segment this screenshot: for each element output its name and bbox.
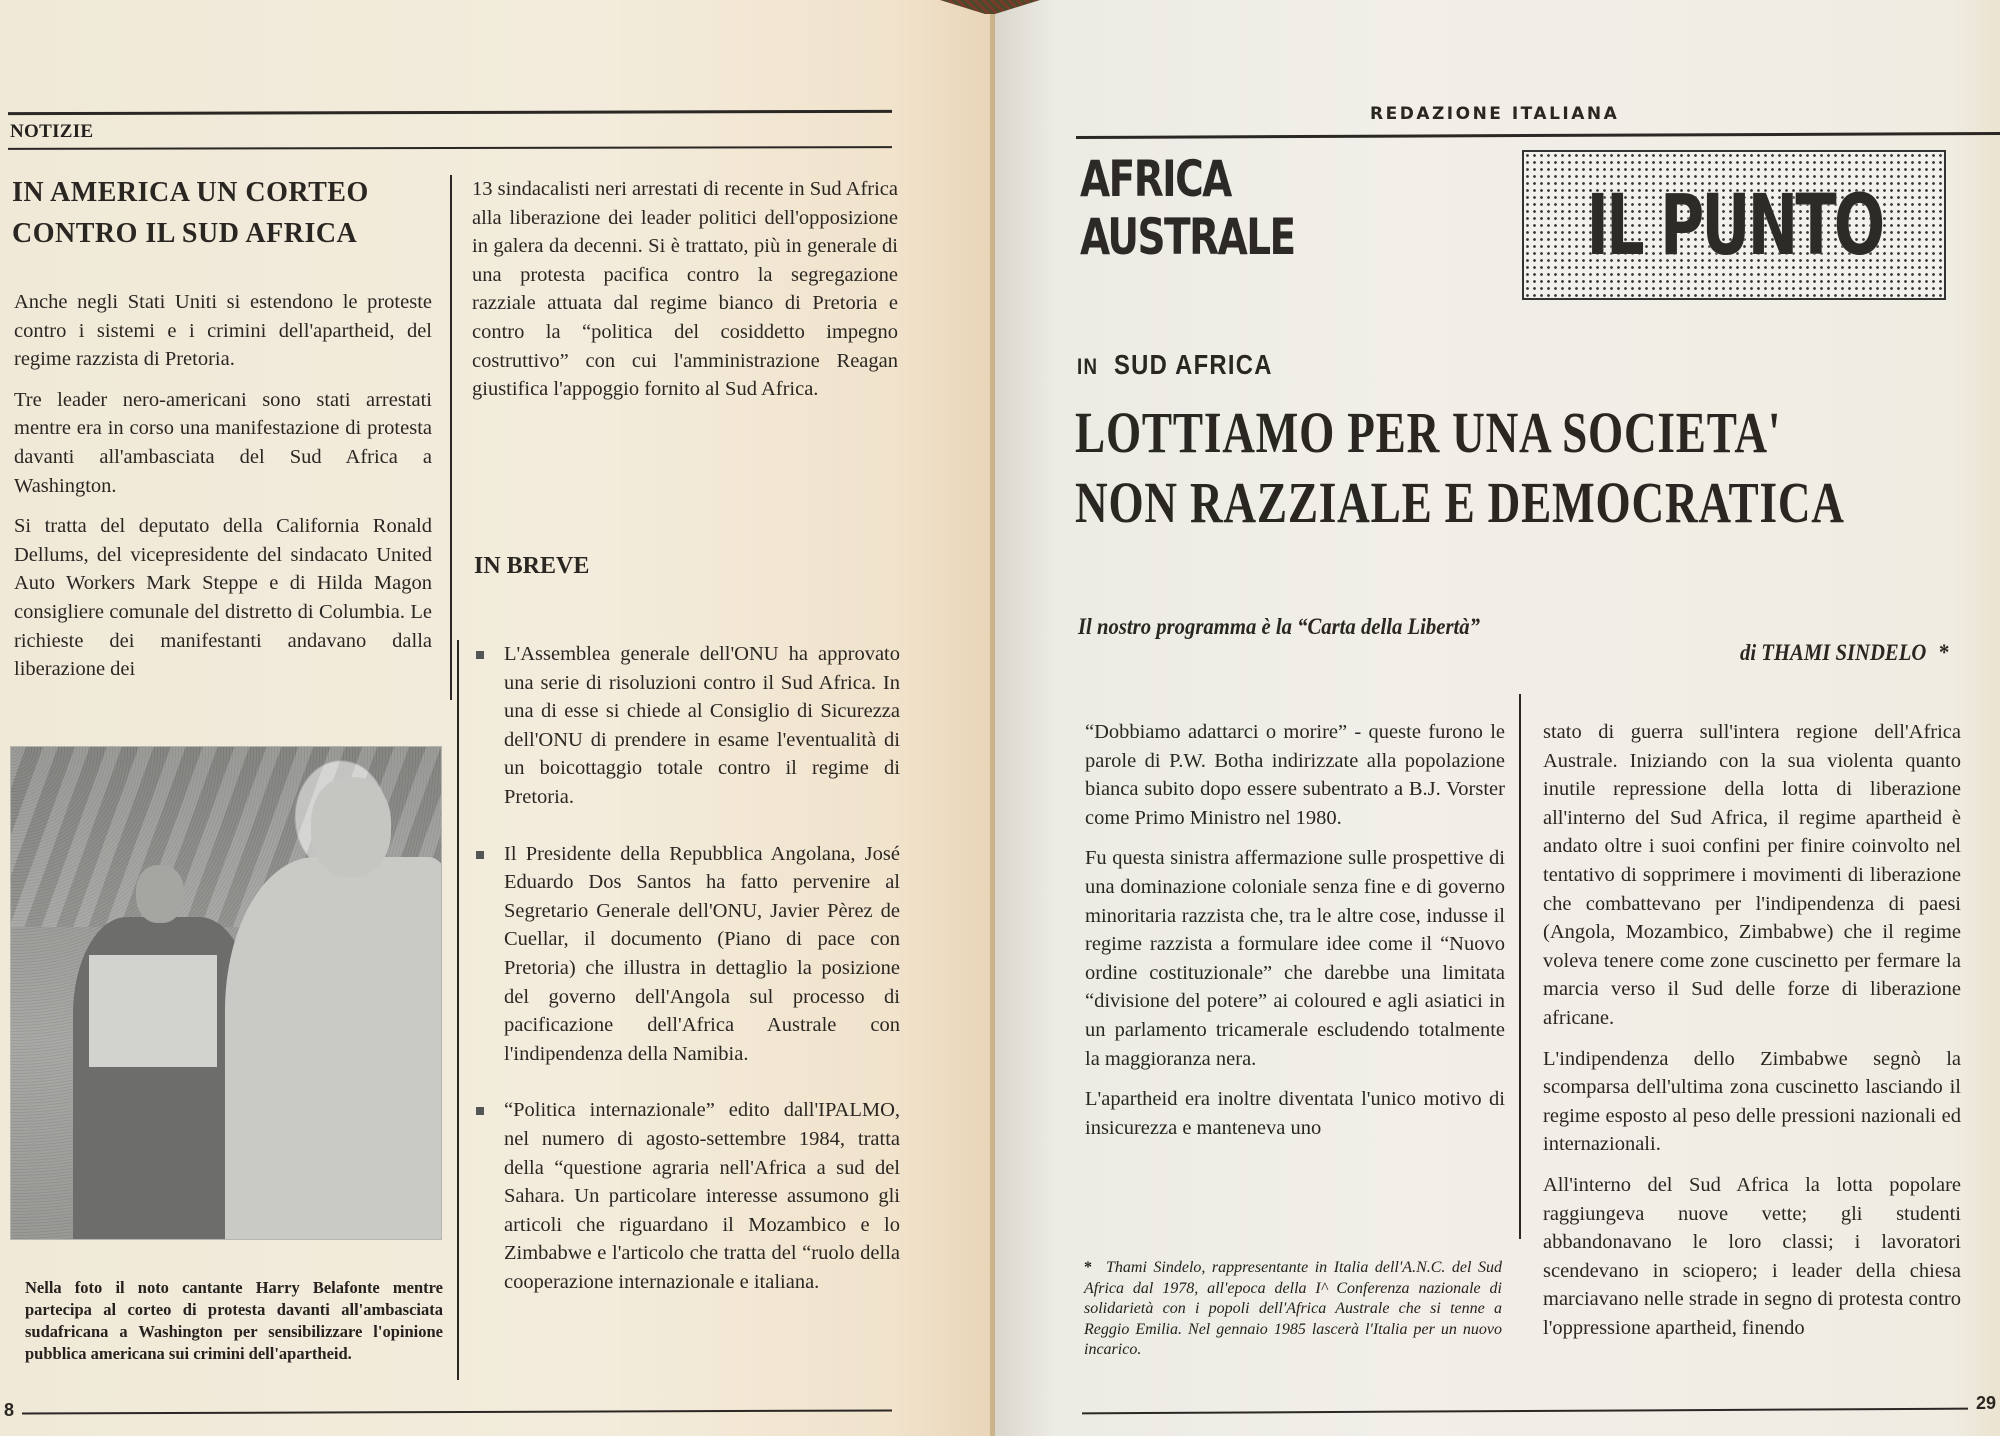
square-bullet-icon [476,851,484,859]
photo-protest-sign [89,955,217,1067]
square-bullet-icon [476,1107,484,1115]
paragraph: Anche negli Stati Uniti si estendono le proteste contro i sistemi e i crimini dell'apartheid, del regime razzista di Pretoria. [14,291,432,371]
author-name: di THAMI SINDELO [1740,640,1927,665]
column-divider-left [450,175,452,700]
paragraph: Tre leader nero-americani sono stati arrestati mentre era in corso una manifestazione di protesta davanti all'ambasciata del Sud Africa a Washington. [14,388,432,497]
paragraph: All'interno del Sud Africa la lotta popolare raggiungeva nuove vette; gli studenti abbandonavano le loro classi; i lavoratori scendevano in sciopero; i leader della chiesa marciavano nelle strade in segno di protesta contro l'oppressione apartheid, finendo [1543,1173,1961,1339]
headline-line-2: NON RAZZIALE E DEMOCRATICA [1075,470,1845,535]
headline-line-1: IN AMERICA UN CORTEO [12,177,369,208]
section-title [1080,150,1295,266]
news-photo [10,746,442,1240]
headline-line-2: CONTRO IL SUD AFRICA [12,218,358,249]
list-item-text: Il Presidente della Repubblica Angolana, José Eduardo Dos Santos ha fatto pervenire al Segretario Generale dell'ONU, Javier Pèrez de Cuellar, il documento (Piano di pace con Pretoria) che illustra in dettaglio la posizione del governo dell'Angola sul processo di pacificazione dell'Africa Australe con l'indipendenza della Namibia. [504,842,900,1065]
paragraph: L'indipendenza dello Zimbabwe segnò la scomparsa dell'ultima zona cuscinetto lasciando il regime esposto al peso delle pressioni nazionali ed internazionali. [1543,1047,1961,1156]
main-headline [1075,398,1933,538]
section-label: NOTIZIE [10,121,94,142]
list-item-text: “Politica internazionale” edito dall'IPALMO, nel numero di agosto-settembre 1984, tratta della “questione agraria nell'Africa a sud del Sahara. Un particolare interesse assumono gli articoli che riguardano il Mozambico e lo Zimbabwe e l'articolo che tratta del “ruolo della cooperazione internazionale e italiana. [504,1099,900,1293]
running-header: REDAZIONE ITALIANA [1370,104,1620,124]
section-title-line-1: AFRICA [1080,150,1231,208]
photo-head-left [136,865,184,923]
subheadline: Il nostro programma è la “Carta della Libertà” [1078,614,1480,639]
footnote-marker: * [1938,640,1950,665]
paragraph: Si tratta del deputato della California Ronald Dellums, del vicepresidente del sindacato United Auto Workers Mark Steppe e di Hilda Magon consigliere comunale del distretto di Columbia. Le richieste dei manifestanti andavano dalla liberazione dei [14,515,432,681]
paragraph: 13 sindacalisti neri arrestati di recente in Sud Africa alla liberazione dei leader politici dell'opposizione in galera da decenni. Si è trattato, più in generale di una protesta pacifica contro la segregazione razziale attuata dal regime bianco di Pretoria e contro la “politica del cosiddetto impegno costruttivo” con cui l'amministrazione Reagan giustifica l'appoggio fornito al Sud Africa. [472,178,898,401]
il-punto-box [1522,150,1946,300]
paragraph: stato di guerra sull'intera regione dell'Africa Australe. Iniziando con la sua violenta quanto inutile repressione della lotta di liberazione all'interno del Sud Africa, il regime apartheid è andato oltre i suoi confini per finire coinvolto nel tentativo di sopprimere i movimenti di liberazione che combattevano per l'indipendenza di paesi (Angola, Mozambico, Zimbabwe) che il regime voleva tenere come zone cuscinetto per fermare la marcia verso il Sud delle forze di liberazione africane. [1543,721,1961,1029]
paragraph: Fu questa sinistra affermazione sulle prospettive di una dominazione coloniale senza fine e di governo minoritaria razzista che, tra le altre cose, indusse il regime razzista a formulare idee come il “Nuovo ordine costituzionale” che darebbe una limitata “divisione del potere” ai coloured e agli asiatici in un parlamento tricamerale escludendo totalmente la maggioranza nera. [1085,847,1505,1070]
kicker-text: SUD AFRICA [1114,349,1273,380]
footnote-text: Thami Sindelo, rappresentante in Italia dell'A.N.C. del Sud Africa dal 1978, all'epoca della I^ Conferenza nazionale di solidarietà con i popoli dell'Africa Australe che si tenne a Reggio Emilia. Nel gennaio 1985 lascerà l'Italia per un nuovo incarico. [1084,1259,1502,1358]
list-item [472,1096,900,1296]
column-divider-left-lower [457,640,459,1380]
article-kicker [1077,349,1273,381]
author-footnote [1084,1258,1502,1361]
paragraph: “Dobbiamo adattarci o morire” - queste furono le parole di P.W. Botha indirizzate alla popolazione bianca subito dopo essere subentrato a B.J. Vorster come Primo Ministro nel 1980. [1085,721,1505,829]
in-breve-list [472,640,900,1324]
photo-caption: Nella foto il noto cantante Harry Belafonte mentre partecipa al corteo di protesta davanti all'ambasciata sudafricana a Washington per sensibilizzare l'opinione pubblica americana sui crimini dell'apartheid. [25,1278,443,1363]
article-body-column-2 [472,175,898,416]
kicker-prefix: IN [1077,354,1099,379]
section-title-line-2: AUSTRALE [1080,208,1295,266]
article-body-column-2 [1543,718,1961,1354]
byline [1740,640,1949,666]
page-number-right: 29 [1976,1393,1997,1413]
article-body-column-1 [1085,718,1505,1154]
list-item-text: L'Assemblea generale dell'ONU ha approvato una serie di risoluzioni contro il Sud Africa. In una di esse si chiede al Consiglio di Sicurezza dell'ONU di prendere in esame l'eventualità di un boicottaggio totale contro il regime di Pretoria. [504,643,900,808]
article-headline [12,172,432,254]
headline-line-1: LOTTIAMO PER UNA SOCIETA' [1075,400,1782,465]
photo-head-right [311,777,391,877]
list-item [472,640,900,812]
list-item [472,840,900,1069]
photo-figure-right [225,857,442,1240]
in-breve-title: IN BREVE [474,553,590,579]
square-bullet-icon [476,651,484,659]
page-gutter [990,0,995,1436]
paragraph: L'apartheid era inoltre diventata l'unico motivo di insicurezza e manteneva uno [1085,1088,1505,1139]
column-divider-right [1519,694,1521,1239]
footnote-marker: * [1084,1259,1092,1276]
article-body-column-1 [14,288,432,696]
page-number-left: 8 [4,1400,15,1420]
il-punto-title: IL PUNTO [1586,176,1882,274]
